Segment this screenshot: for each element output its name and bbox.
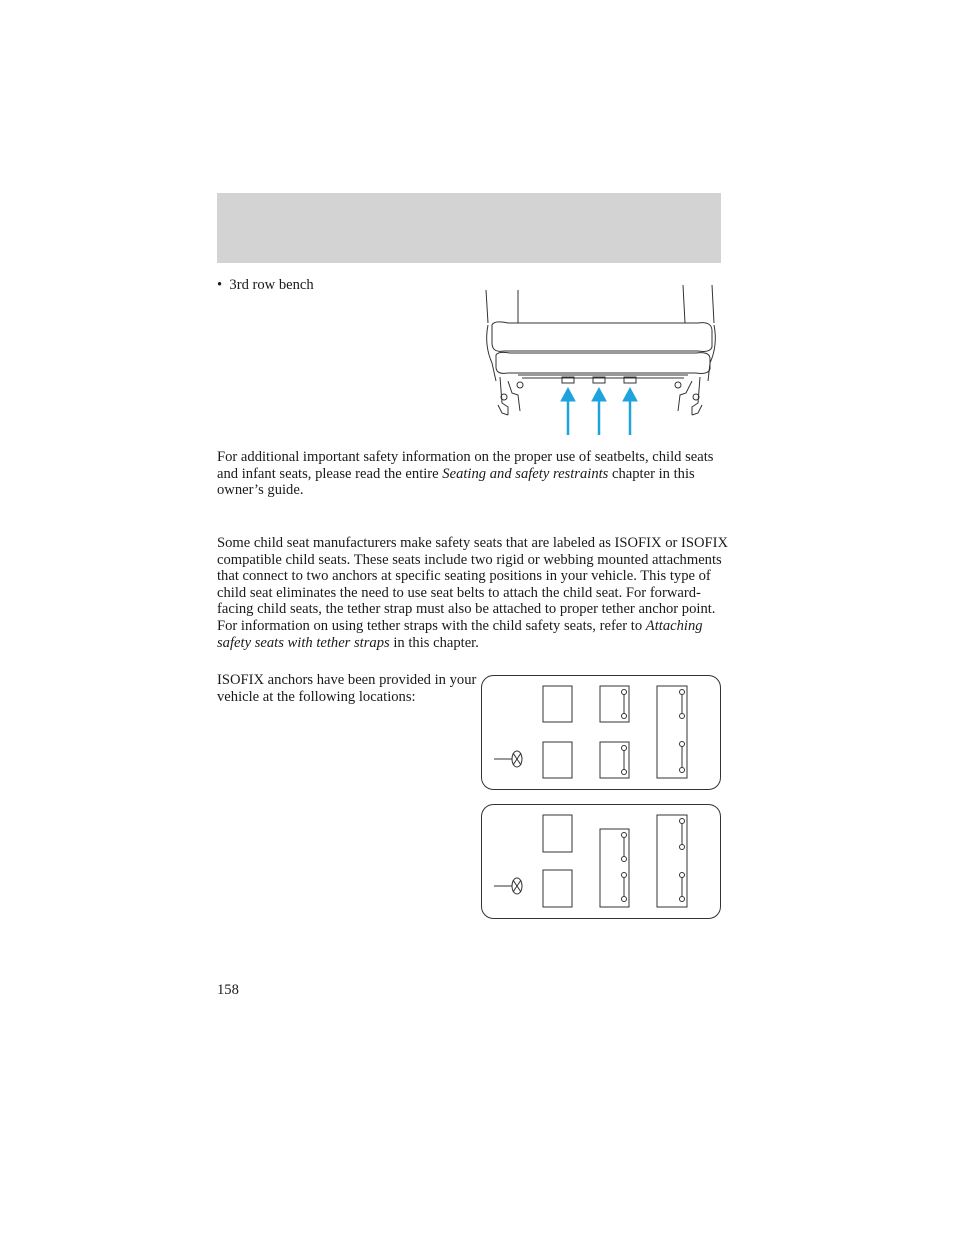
header-band — [217, 193, 721, 263]
bench-seat-illustration — [478, 285, 724, 437]
para1-text-end: chapter in this owner’s guide. — [217, 465, 695, 499]
isofix-anchor-icon — [622, 770, 627, 775]
isofix-anchor-icon — [680, 845, 685, 850]
seating-diagram-2 — [480, 803, 722, 921]
para1-reference: Seating and safety restraints — [442, 465, 609, 482]
front-seat — [543, 815, 572, 852]
isofix-anchor-icon — [622, 690, 627, 695]
isofix-anchor-icon — [680, 897, 685, 902]
isofix-anchor-icon — [680, 690, 685, 695]
isofix-anchor-icon — [622, 897, 627, 902]
para2-text: Some child seat manufacturers make safety seats that are labeled as ISOFIX or ISOFIX compatible child seats. These seats include two rigid or webbing mounted attachments that connect to two anchors at specific seating positions in your vehicle. This type of child seat eliminates the need to use seat belts to attach the child seat. For forward-facing child seats, the tether strap must also be attached to proper tether anchor point. For information on using tether straps with the child safety seats, refer to — [217, 535, 729, 634]
isofix-anchor-icon — [680, 768, 685, 773]
second-row-bench — [600, 829, 629, 907]
isofix-anchor-icon — [680, 714, 685, 719]
safety-info-paragraph — [217, 449, 727, 499]
isofix-paragraph — [217, 535, 732, 651]
isofix-anchor-icon — [680, 873, 685, 878]
anchor-arrow-head — [623, 388, 637, 401]
para2-text-end: in this chapter. — [389, 634, 479, 651]
bullet-marker: • — [217, 277, 223, 293]
isofix-anchor-icon — [622, 746, 627, 751]
anchor-arrow-head — [592, 388, 606, 401]
para1-text: For additional important safety information on the proper use of seatbelts, child seats and infant seats, please read the entire — [217, 449, 714, 482]
bullet-text: 3rd row bench — [229, 277, 314, 293]
anchor-arrow-head — [561, 388, 575, 401]
isofix-anchor-icon — [622, 833, 627, 838]
isofix-anchor-icon — [680, 819, 685, 824]
front-seat — [543, 870, 572, 907]
front-seat — [543, 742, 572, 778]
anchor-locations-paragraph: ISOFIX anchors have been provided in your vehicle at the following locations: — [217, 672, 477, 705]
isofix-anchor-icon — [622, 714, 627, 719]
seating-diagram-1 — [480, 674, 722, 792]
isofix-anchor-icon — [622, 857, 627, 862]
page-number: 158 — [217, 982, 239, 998]
isofix-anchor-icon — [622, 873, 627, 878]
isofix-anchor-icon — [680, 742, 685, 747]
para2-reference: Attaching safety seats with tether straps — [217, 617, 703, 651]
front-seat — [543, 686, 572, 722]
bullet-item — [217, 277, 314, 294]
